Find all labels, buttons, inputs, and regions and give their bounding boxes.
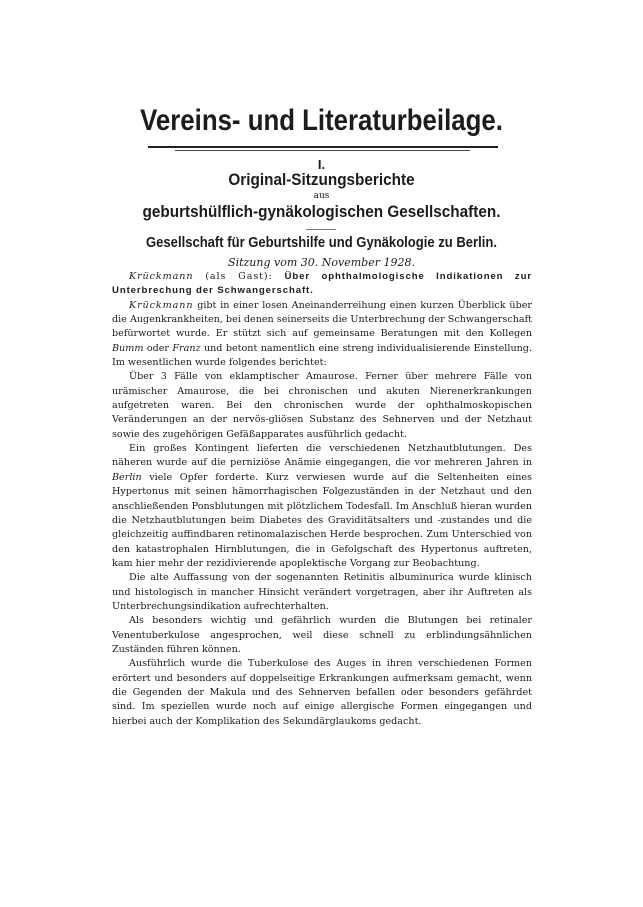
article-body [112,270,532,729]
paragraph-text: viele Opfer forderte. Kurz verwiesen wurde auf die Seltenheiten eines Hypertonus mit seinen hämorrhagischen Folgezuständen in der Netzhaut und den anschließenden Ponsblutungen mit plötzlichem Todesfall. Im Anschluß hieran wurden die Netzhautblutungen beim Diabetes des Graviditätsalters und -zustandes und die gleichzeitig auffindbaren retinomalazischen Herde besprochen. Zum Unterschied von den katastrophalen Hirnblutungen, die in Gefolgschaft des Hypertonus auftreten, kam hier mehr der rezidivierende apoplektische Vorgang zur Beobachtung. [112,471,532,569]
paragraph-text: oder [143,342,173,354]
talk-topic: Über ophthalmologische Indikationen zur Unterbrechung der Schwangerschaft. [112,271,532,297]
speaker-name: Krückmann [129,271,194,282]
person-name: Franz [172,342,201,354]
paragraph-topic [112,270,532,299]
person-name: Bumm [112,342,144,354]
short-rule [306,229,336,230]
paragraph-text: und betont namentlich eine streng individualisierende Einstellung. Im wesentlichen wurde folgendes berichtet: [112,342,532,369]
paragraph: Als besonders wichtig und gefährlich wurden die Blutungen bei retinaler Venentuberkulose angesprochen, weil diese schnell zu erblindungsähnlichen Zuständen führen können. [112,615,532,655]
speaker-role: (als Gast): [193,271,285,282]
supplement-title: Vereins- und Literaturbeilage. [140,104,503,137]
session-date: Sitzung vom 30. November 1928. [228,256,415,269]
title-rule-thin [175,150,470,151]
place-name: Berlin [112,471,142,483]
person-name: Krückmann [129,299,194,311]
paragraph [112,299,532,371]
section-subheading: geburtshülflich-gynäkologischen Gesellschaften. [142,202,501,221]
paragraph-text: gibt in einer losen Aneinanderreihung einen kurzen Überblick über die Augenkrankheiten, bei denen seinerseits die Unterbrechung der Schwangerschaft befürwortet wurde. Er stützt sich auf gemeinsame Beratungen mit den Kollegen [112,299,532,340]
society-heading: Gesellschaft für Geburtshilfe und Gynäkologie zu Berlin. [146,235,497,251]
connector-word: aus [313,191,330,201]
section-heading: Original-Sitzungsberichte [228,170,415,189]
paragraph: Ausführlich wurde die Tuberkulose des Auges in ihren verschiedenen Formen erörtert und besonders auf doppelseitige Erkrankungen aufmerksam gemacht, wenn die Gegenden der Makula und des Sehnerven befallen oder besonders gefährdet sind. Im speziellen wurde noch auf einige allergische Formen eingegangen und hierbei auch der Komplikation des Sekundärglaukoms gedacht. [112,658,532,727]
title-rule-thick [148,146,498,148]
paragraph-text: Ein großes Kontingent lieferten die verschiedenen Netzhautblutungen. Des näheren wurde auf die perniziöse Anämie eingegangen, die vor mehreren Jahren in [112,443,532,469]
paragraph: Über 3 Fälle von eklamptischer Amaurose. Ferner über mehrere Fälle von urämischer Amaurose, die bei chronischen und akuten Nierenerkrankungen aufgetreten waren. Bei den chronischen wurde der ophthalmoskopischen Veränderungen an der nervös-gliösen Substanz des Sehnerven und der Netzhaut sowie des zugehörigen Gefäßapparates ausführlich gedacht. [112,371,532,440]
paragraph: Die alte Auffassung von der sogenannten Retinitis albuminurica wurde klinisch und histologisch in mancher Hinsicht verändert vorgetragen, aber ihr Auftreten als Unterbrechungsindikation aufrechterhalten. [112,572,532,612]
paragraph [112,442,532,571]
section-numeral: I. [317,157,326,172]
